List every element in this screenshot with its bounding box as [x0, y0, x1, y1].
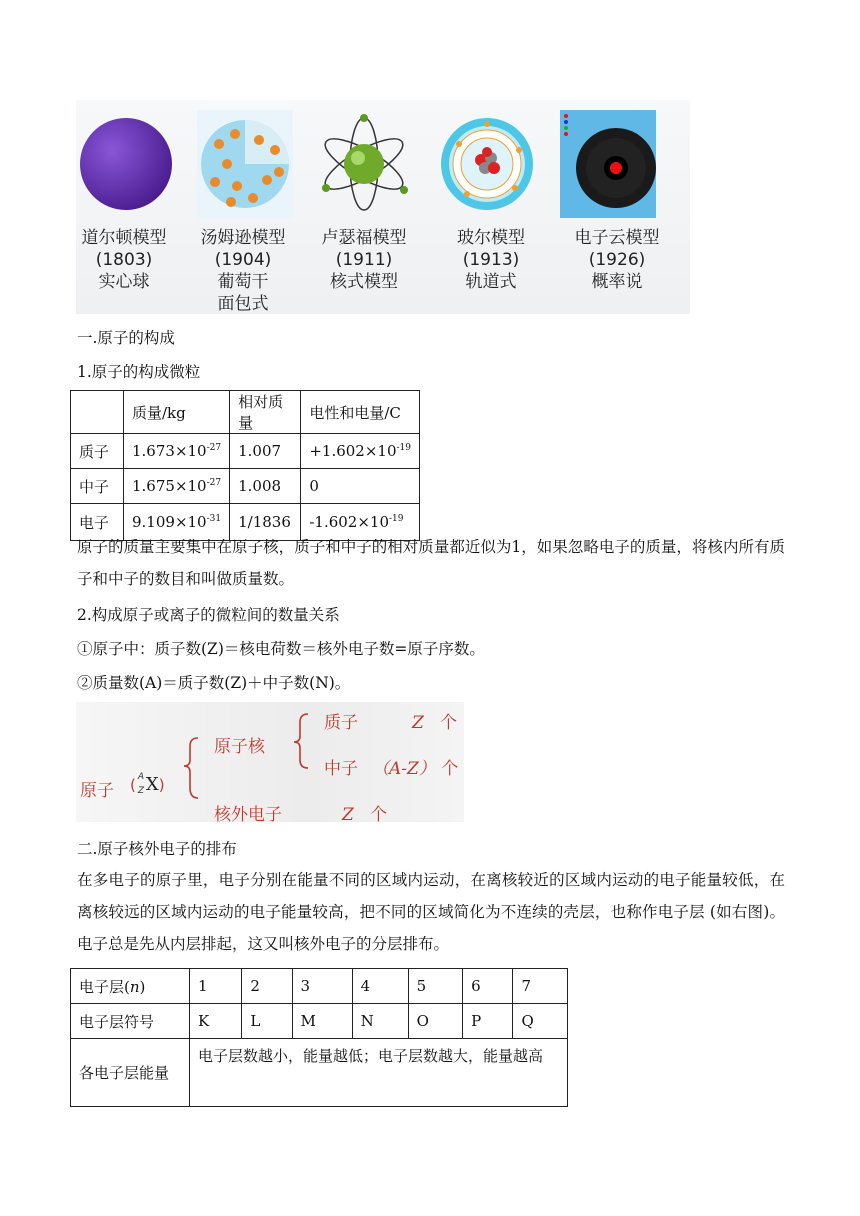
- section2-heading: 二.原子核外电子的排布: [77, 840, 237, 858]
- shell-symbol: L: [242, 1004, 292, 1039]
- particle-relative-mass: 1/1836: [230, 504, 301, 541]
- model-caption-dalton: 道尔顿模型 (1803) 实心球: [81, 228, 167, 292]
- diagram-neutron-count: （A-Z） 个: [372, 759, 459, 779]
- rule-mass-number: ②质量数(A)＝质子数(Z)＋中子数(N)。: [77, 674, 351, 692]
- shell-number: 5: [408, 969, 462, 1004]
- table-row: [71, 469, 420, 504]
- atom-models-figure: [76, 100, 690, 314]
- particle-charge: $+1.602\times 10^{-19}$: [301, 434, 420, 469]
- section1-subheading-particles: 1.原子的构成微粒: [77, 363, 201, 381]
- shell-number: 4: [352, 969, 408, 1004]
- table-header-cell: 相对质量: [230, 391, 301, 434]
- particle-name: 质子: [71, 434, 124, 469]
- shell-symbol: N: [352, 1004, 408, 1039]
- shell-energy-text: 电子层数越小，能量越低；电子层数越大，能量越高: [190, 1039, 568, 1107]
- rule-atomic-number: ①原子中：质子数(Z)＝核电荷数＝核外电子数=原子序数。: [77, 640, 485, 658]
- shell-number: 2: [242, 969, 292, 1004]
- table-row: [71, 1039, 568, 1107]
- diagram-proton-count: Z 个: [412, 713, 458, 733]
- shell-symbol: Q: [513, 1004, 568, 1039]
- particle-name: 中子: [71, 469, 124, 504]
- particle-name: 电子: [71, 504, 124, 541]
- diagram-proton-label: 质子: [324, 713, 358, 733]
- model-caption-rutherford: 卢瑟福模型 (1911) 核式模型: [321, 228, 407, 292]
- model-caption-thomson: 汤姆逊模型 (1904) 葡萄干面包式: [200, 228, 286, 314]
- diagram-neutron-label: 中子: [324, 759, 358, 779]
- model-caption-electron-cloud: 电子云模型 (1926) 概率说: [574, 228, 660, 292]
- shell-number-label: 电子层(n): [71, 969, 190, 1004]
- shell-symbol-label: 电子层符号: [71, 1004, 190, 1039]
- particle-mass: $1.675\times 10^{-27}$: [124, 469, 230, 504]
- table-row: [71, 1004, 568, 1039]
- model-caption-bohr: 玻尔模型 (1913) 轨道式: [457, 228, 525, 292]
- particle-charge: $-1.602\times 10^{-19}$: [301, 504, 420, 541]
- particle-mass: $1.673\times 10^{-27}$: [124, 434, 230, 469]
- dalton-model-image: [78, 110, 174, 218]
- shell-number: 1: [190, 969, 242, 1004]
- table-header-cell: 电性和电量/C: [301, 391, 420, 434]
- particle-relative-mass: 1.007: [230, 434, 301, 469]
- electron-shell-table: [70, 968, 568, 1107]
- shell-symbol: O: [408, 1004, 462, 1039]
- diagram-electron-count: Z 个: [342, 805, 388, 825]
- section1-paragraph: 原子的质量主要集中在原子核，质子和中子的相对质量都近似为1，如果忽略电子的质量，将核内所有质子和中子的数目和叫做质量数。: [77, 538, 785, 588]
- table-row: [71, 969, 568, 1004]
- rutherford-model-image: [316, 110, 412, 218]
- shell-energy-label: 各电子层能量: [71, 1039, 190, 1107]
- shell-number: 7: [513, 969, 568, 1004]
- table-header-cell: 质量/kg: [124, 391, 230, 434]
- particle-relative-mass: 1.008: [230, 469, 301, 504]
- particle-table: [70, 390, 420, 541]
- electron-cloud-model-image: [560, 110, 656, 218]
- table-row: [71, 434, 420, 469]
- diagram-nucleus-label: 原子核: [214, 737, 265, 757]
- nuclide-symbol: ( A Z X): [130, 772, 165, 796]
- shell-symbol: M: [292, 1004, 352, 1039]
- atom-composition-diagram: [76, 702, 464, 825]
- table-header-row: [71, 391, 420, 434]
- shell-number: 6: [463, 969, 513, 1004]
- shell-number: 3: [292, 969, 352, 1004]
- shell-symbol: P: [463, 1004, 513, 1039]
- diagram-atom-label: 原子: [80, 781, 114, 801]
- bohr-model-image: [439, 110, 535, 218]
- particle-mass: $9.109\times 10^{-31}$: [124, 504, 230, 541]
- particle-charge: 0: [301, 469, 420, 504]
- section1-subheading-relations: 2.构成原子或离子的微粒间的数量关系: [77, 606, 340, 624]
- thomson-model-image: [197, 110, 293, 218]
- diagram-electron-label: 核外电子: [214, 805, 282, 825]
- section1-heading: 一.原子的构成: [77, 329, 175, 347]
- shell-symbol: K: [190, 1004, 242, 1039]
- section2-paragraph: 在多电子的原子里，电子分别在能量不同的区域内运动，在离核较近的区域内运动的电子能量较低，在离核较远的区域内运动的电子能量较高，把不同的区域简化为不连续的壳层，也称作电子层 (如右图)。电子总是先从内层排起，这又叫核外电子的分层排布。: [77, 871, 785, 953]
- table-header-cell: [71, 391, 124, 434]
